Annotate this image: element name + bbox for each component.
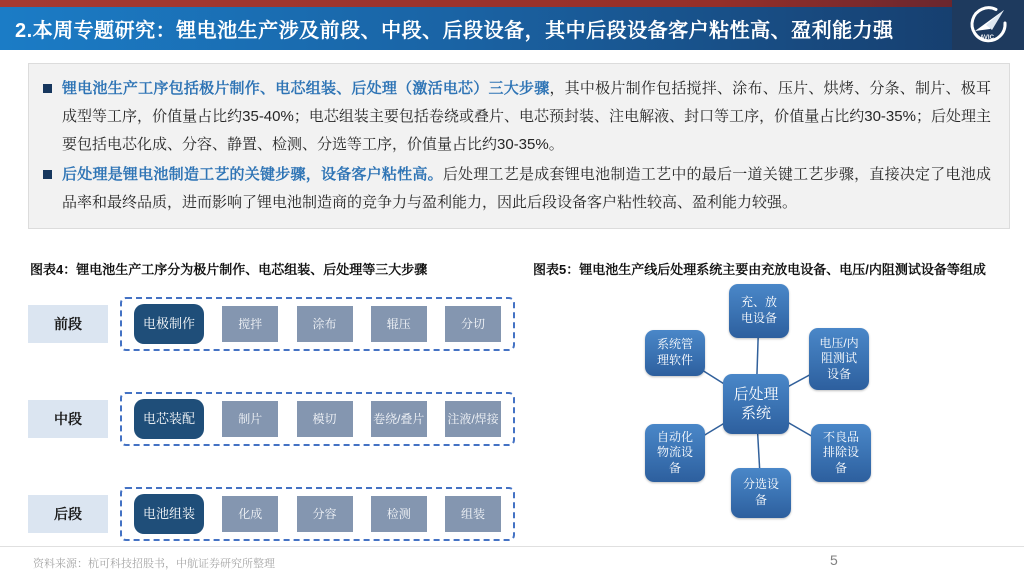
summary-box <box>28 63 1010 229</box>
figure5-diagram <box>533 282 1003 544</box>
hub-node: 系统管理软件 <box>645 330 705 376</box>
process-box: 组装 <box>445 496 501 532</box>
figures-area <box>0 259 1024 582</box>
avic-logo <box>952 0 1024 50</box>
stage-label-front: 前段 <box>28 305 108 343</box>
bullet-body: 后处理工艺是成套锂电池制造工艺中的最后一道关键工艺步骤，直接决定了电池成品率和最终品质，进而影响了锂电池制造商的竞争力与盈利能力，因此后段设备客户粘性较高、盈利能力较强。 <box>62 166 991 211</box>
process-box: 搅拌 <box>222 306 278 342</box>
avic-logo-icon <box>966 3 1010 47</box>
hub-node: 不良品排除设备 <box>811 424 871 482</box>
hub-center-node: 后处理系统 <box>723 374 789 434</box>
process-box: 分切 <box>445 306 501 342</box>
slide-footer <box>0 546 1024 576</box>
hub-node: 分选设备 <box>731 468 791 518</box>
bullet-highlight: 锂电池生产工序包括极片制作、电芯组装、后处理（激活电芯）三大步骤 <box>62 80 550 97</box>
bullet-body: ，其中极片制作包括搅拌、涂布、压片、烘烤、分条、制片、极耳成型等工序，价值量占比约35-40%；电芯组装主要包括卷绕或叠片、电芯预封装、注电解液、封口等工序，价值量占比约30-35%；后处理主要包括电芯化成、分容、静置、检测、分选等工序，价值量占比约30-35%。 <box>62 80 991 153</box>
bullet-highlight: 后处理是锂电池制造工艺的关键步骤，设备客户粘性高。 <box>62 166 443 183</box>
top-accent-bar <box>0 0 1024 7</box>
process-box: 制片 <box>222 401 278 437</box>
process-box-primary: 电芯装配 <box>134 399 204 439</box>
flow-group-middle <box>120 392 515 446</box>
page-number: 5 <box>830 552 838 568</box>
process-box: 分容 <box>297 496 353 532</box>
hub-node: 充、放电设备 <box>729 284 789 338</box>
process-box-primary: 电极制作 <box>134 304 204 344</box>
figure4 <box>28 259 515 582</box>
bullet-item <box>43 161 991 217</box>
bullet-item <box>43 75 991 159</box>
flow-row-rear <box>28 487 515 541</box>
stage-label-middle: 中段 <box>28 400 108 438</box>
hub-node: 电压/内阻测试设备 <box>809 328 869 390</box>
stage-label-rear: 后段 <box>28 495 108 533</box>
process-box: 检测 <box>371 496 427 532</box>
process-box: 注液/焊接 <box>445 401 501 437</box>
bullet-text <box>62 161 991 217</box>
process-box-primary: 电池组装 <box>134 494 204 534</box>
process-box: 模切 <box>297 401 353 437</box>
flow-group-rear <box>120 487 515 541</box>
process-box: 化成 <box>222 496 278 532</box>
bullet-square-icon <box>43 170 52 179</box>
figure5-title: 图表5：锂电池生产线后处理系统主要由充放电设备、电压/内阻测试设备等组成 <box>533 262 986 277</box>
figure4-diagram <box>28 297 515 541</box>
source-note: 资料来源：杭可科技招股书，中航证券研究所整理 <box>33 558 275 570</box>
process-box: 卷绕/叠片 <box>371 401 427 437</box>
flow-row-middle <box>28 392 515 446</box>
figure5 <box>533 259 1003 582</box>
svg-text:AVIC: AVIC <box>980 35 994 41</box>
process-box: 辊压 <box>371 306 427 342</box>
flow-row-front <box>28 297 515 351</box>
bullet-text <box>62 75 991 159</box>
bullet-square-icon <box>43 84 52 93</box>
slide-title: 2.本周专题研究：锂电池生产涉及前段、中段、后段设备，其中后段设备客户粘性高、盈利能力强 <box>15 20 894 42</box>
process-box: 涂布 <box>297 306 353 342</box>
hub-node: 自动化物流设备 <box>645 424 705 482</box>
figure4-title: 图表4：锂电池生产工序分为极片制作、电芯组装、后处理等三大步骤 <box>30 262 428 277</box>
flow-group-front <box>120 297 515 351</box>
slide-header <box>0 7 1024 50</box>
